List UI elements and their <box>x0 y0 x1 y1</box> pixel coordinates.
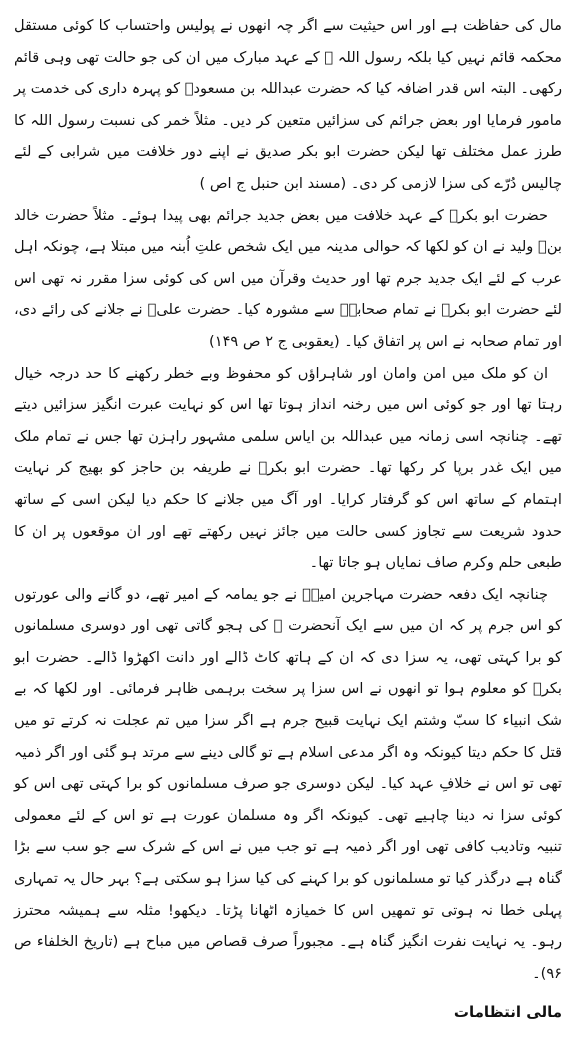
paragraph-singing-women-case: چنانچہ ایک دفعہ حضرت مہاجرین امیہؓ نے جو یمامہ کے امیر تھے، دو گانے والی عورتوں کو اس جرم پر کہ ان میں سے ایک آنحضرت ﷺ کی ہجو گاتی تھی اور دوسری مسلمانوں کو برا کہتی تھی، یہ سزا دی کہ ان کے ہاتھ کاٹ ڈالے اور دانت اکھڑوا ڈالے۔ حضرت ابو بکرؓ کو معلوم ہوا تو انھوں نے اس سزا پر سخت برہمی ظاہر فرمائی۔ اور لکھا کہ بے شک انبیاء کا سبّ وشتم ایک نہایت قبیح جرم ہے اگر سزا میں تم عجلت نہ کرتے تو میں قتل کا حکم دیتا کیونکہ وہ اگر مدعی اسلام ہے تو گالی دینے سے مرتد ہو گئی اور اگر ذمیہ تھی تو اس نے خلافِ عہد کیا۔ لیکن دوسری جو صرف مسلمانوں کو برا کہتی تھی اس کو کوئی سزا نہ دینا چاہیے تھی۔ کیونکہ اگر وہ مسلمان عورت ہے تو اس کے لئے معمولی تنبیہ وتادیب کافی تھی اور اگر ذمیہ ہے تو جب میں نے اس کے شرک سے جو سب سے بڑا گناہ ہے درگذر کیا تو مسلمانوں کو برا کہنے کی کیا سزا ہو سکتی ہے؟ بہر حال یہ تمہاری پہلی خطا نہ ہوتی تو تمھیں اس کا خمیازہ اٹھانا پڑتا۔ دیکھو! مثلہ سے ہمیشہ محترز رہو۔ یہ نہایت نفرت انگیز گناہ ہے۔ مجبوراً صرف قصاص میں مباح ہے (تاریخ الخلفاء ص ۹۶)۔ <box>14 585 562 982</box>
paragraph-police-and-punishments: مال کی حفاظت ہے اور اس حیثیت سے اگر چہ انھوں نے پولیس واحتساب کا کوئی مستقل محکمہ قائم نہیں کیا بلکہ رسول اللہ ﷺ کے عہد مبارک میں ان کی جو حالت تھی وہی قائم رکھی۔ البتہ اس قدر اضافہ کیا کہ حضرت عبداللہ بن مسعودؓ کو پہرہ داری کی خدمت پر مامور فرمایا اور بعض جرائم کی سزائیں متعین کر دیں۔ مثلاً خمر کی نسبت رسول اللہ کا طرز عمل مختلف تھا لیکن حضرت ابو بکر صدیق نے اپنے دور خلافت میں شرابی کے لئے چالیس دُرّے کی سزا لازمی کر دی۔ (مسند ابن حنبل ج اص ) <box>14 17 562 192</box>
paragraph-law-and-order: ان کو ملک میں امن وامان اور شاہراؤں کو محفوظ وبے خطر رکھنے کا حد درجہ خیال رہتا تھا اور جو کوئی اس میں رخنہ انداز ہوتا تھا اس کو نہایت عبرت انگیز سزائیں دیتے تھے۔ چنانچہ اسی زمانہ میں عبداللہ بن ایاس سلمی مشہور راہزن تھا جس نے تمام ملک میں ایک غدر برپا کر رکھا تھا۔ حضرت ابو بکرؓ نے طریفہ بن حاجز کو بھیج کر نہایت اہتمام کے ساتھ اس کو گرفتار کرایا۔ اور آگ میں جلانے کا حکم دیا لیکن اسی کے ساتھ حدود شریعت سے تجاوز کسی حالت میں جائز نہیں رکھتے تھے اور ان موقعوں پر ان کا طبعی حلم وکرم صاف نمایاں ہو جاتا تھا۔ <box>14 364 562 572</box>
section-heading: مالی انتظامات <box>453 1003 562 1022</box>
paragraph-new-crimes: حضرت ابو بکرؓ کے عہد خلافت میں بعض جدید جرائم بھی پیدا ہوئے۔ مثلاً حضرت خالد بنؓ ولید نے ان کو لکھا کہ حوالی مدینہ میں ایک شخص علتِ اُبنہ میں مبتلا ہے، چونکہ اہل عرب کے لئے ایک جدید جرم تھا اور حدیث وقرآن میں اس کی کوئی سزا مقرر نہ تھی اس لئے حضرت ابو بکرؓ نے تمام صحابہؓ سے مشورہ کیا۔ حضرت علیؓ نے جلانے کی رائے دی، اور تمام صحابہ نے اس پر اتفاق کیا۔ (یعقوبی ج ۲ ص ۱۴۹) <box>14 206 562 350</box>
